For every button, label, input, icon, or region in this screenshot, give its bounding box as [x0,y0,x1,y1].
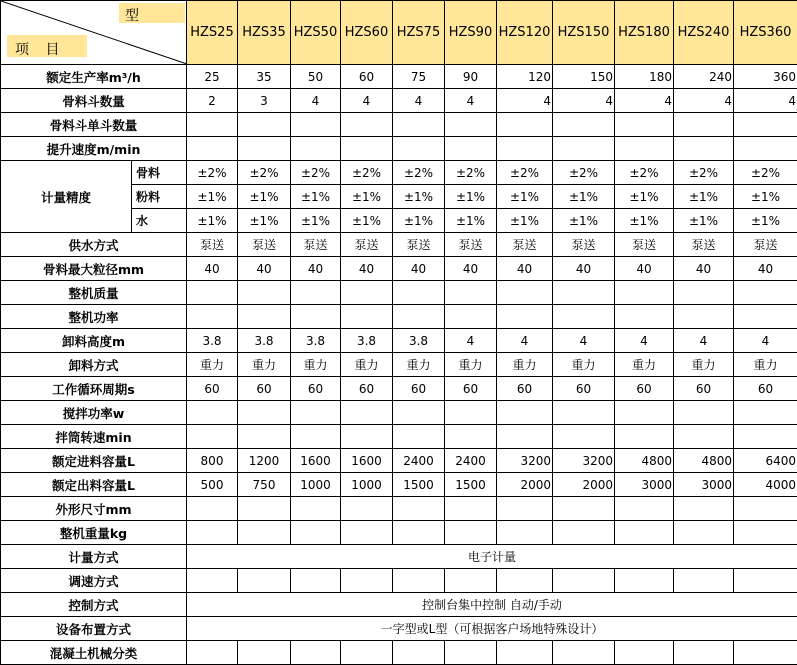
table-row [1,545,797,569]
value-cell: 重力 [615,353,674,377]
value-cell: 3000 [615,473,674,497]
value-cell [393,401,445,425]
value-cell [341,521,393,545]
value-cell: 40 [553,257,615,281]
value-cell [553,281,615,305]
value-cell: 60 [615,377,674,401]
value-cell: 4 [497,329,553,353]
type-label: 型 [125,5,139,25]
model-header: HZS120 [497,1,553,65]
value-cell [445,425,497,449]
table-row [1,353,797,377]
value-cell: ±1% [341,209,393,233]
value-cell [187,521,238,545]
row-label: 计量方式 [1,545,187,569]
row-label: 卸料方式 [1,353,187,377]
value-cell: ±1% [238,185,291,209]
value-cell: 3.8 [238,329,291,353]
value-cell: 泵送 [341,233,393,257]
value-cell [187,305,238,329]
value-cell [238,305,291,329]
value-cell: 25 [187,65,238,89]
value-cell [615,521,674,545]
value-cell: 4 [445,329,497,353]
row-label: 控制方式 [1,593,187,617]
value-cell [615,425,674,449]
row-label: 外形尺寸mm [1,497,187,521]
value-cell [553,425,615,449]
value-cell [553,521,615,545]
table-row [1,401,797,425]
row-label: 工作循环周期s [1,377,187,401]
value-cell [291,281,341,305]
value-cell [497,281,553,305]
value-cell [445,305,497,329]
value-cell: 重力 [674,353,734,377]
value-cell: ±2% [445,161,497,185]
value-cell: 2000 [497,473,553,497]
value-cell: 重力 [497,353,553,377]
value-cell: 500 [187,473,238,497]
value-cell: ±1% [553,209,615,233]
corner-cell [1,1,187,65]
merged-value: 一字型或L型（可根据客户场地特殊设计） [187,617,797,641]
value-cell [497,305,553,329]
row-label: 调速方式 [1,569,187,593]
value-cell: 40 [615,257,674,281]
value-cell [238,569,291,593]
value-cell [238,113,291,137]
value-cell [615,113,674,137]
value-cell [341,281,393,305]
value-cell [734,569,797,593]
value-cell: ±1% [734,185,797,209]
value-cell [674,137,734,161]
value-cell: ±1% [497,185,553,209]
value-cell [615,401,674,425]
value-cell [238,137,291,161]
row-label: 骨料最大粒径mm [1,257,187,281]
value-cell: 泵送 [615,233,674,257]
value-cell: 360 [734,65,797,89]
value-cell: 重力 [553,353,615,377]
model-header: HZS90 [445,1,497,65]
table-row [1,593,797,617]
value-cell [393,113,445,137]
value-cell [393,497,445,521]
table-row [1,473,797,497]
value-cell [497,425,553,449]
value-cell [674,401,734,425]
value-cell [238,425,291,449]
value-cell: 60 [238,377,291,401]
model-header: HZS60 [341,1,393,65]
table-row [1,281,797,305]
value-cell [187,425,238,449]
value-cell: 4 [674,329,734,353]
value-cell: ±1% [674,209,734,233]
value-cell: 2400 [445,449,497,473]
value-cell: 40 [674,257,734,281]
row-label: 供水方式 [1,233,187,257]
value-cell: 1500 [393,473,445,497]
value-cell: 40 [497,257,553,281]
value-cell: 60 [393,377,445,401]
value-cell: 1500 [445,473,497,497]
value-cell: 重力 [341,353,393,377]
value-cell [553,569,615,593]
value-cell: 4 [291,89,341,113]
value-cell [615,497,674,521]
value-cell: 3000 [674,473,734,497]
value-cell [734,281,797,305]
value-cell: ±2% [553,161,615,185]
value-cell [734,497,797,521]
value-cell: ±2% [291,161,341,185]
table-row [1,257,797,281]
row-label: 设备布置方式 [1,617,187,641]
precision-sublabel: 粉料 [132,185,187,209]
model-header: HZS50 [291,1,341,65]
value-cell: 60 [187,377,238,401]
value-cell: ±2% [734,161,797,185]
value-cell [497,137,553,161]
value-cell: 150 [553,65,615,89]
item-label: 项 目 [15,39,65,59]
value-cell: 泵送 [445,233,497,257]
value-cell: 4 [497,89,553,113]
model-header: HZS35 [238,1,291,65]
value-cell: ±1% [187,209,238,233]
row-label: 拌筒转速min [1,425,187,449]
value-cell: ±1% [291,185,341,209]
value-cell: 3.8 [393,329,445,353]
value-cell: 240 [674,65,734,89]
value-cell: ±1% [674,185,734,209]
value-cell [291,425,341,449]
value-cell: 40 [238,257,291,281]
value-cell: 泵送 [187,233,238,257]
value-cell [674,281,734,305]
value-cell [674,305,734,329]
value-cell: ±2% [238,161,291,185]
value-cell [615,137,674,161]
value-cell [445,137,497,161]
model-header: HZS150 [553,1,615,65]
row-label: 额定进料容量L [1,449,187,473]
value-cell [553,113,615,137]
value-cell: ±2% [615,161,674,185]
value-cell [341,305,393,329]
value-cell [341,497,393,521]
merged-value: 控制台集中控制 自动/手动 [187,593,797,617]
table-row [1,305,797,329]
merged-value: 电子计量 [187,545,797,569]
value-cell: 60 [553,377,615,401]
value-cell: 3 [238,89,291,113]
model-header: HZS75 [393,1,445,65]
row-label: 提升速度m/min [1,137,187,161]
value-cell: 40 [734,257,797,281]
value-cell: 泵送 [734,233,797,257]
table-row [1,377,797,401]
value-cell [291,569,341,593]
value-cell [553,137,615,161]
value-cell: 泵送 [291,233,341,257]
row-label: 混凝土机械分类 [1,641,187,665]
value-cell [445,113,497,137]
value-cell: ±2% [497,161,553,185]
value-cell: 60 [445,377,497,401]
value-cell: 90 [445,65,497,89]
value-cell [291,137,341,161]
table-row [1,497,797,521]
value-cell [615,569,674,593]
precision-sublabel: 水 [132,209,187,233]
row-label: 整机质量 [1,281,187,305]
value-cell: 4 [734,329,797,353]
value-cell [238,401,291,425]
value-cell: ±2% [341,161,393,185]
value-cell: 4 [553,329,615,353]
value-cell [291,497,341,521]
value-cell [187,137,238,161]
value-cell: 180 [615,65,674,89]
value-cell: ±1% [187,185,238,209]
row-label: 整机功率 [1,305,187,329]
table-row [1,89,797,113]
table-row [1,425,797,449]
value-cell [393,521,445,545]
table-row [1,569,797,593]
value-cell [341,569,393,593]
value-cell: 4 [674,89,734,113]
value-cell: 60 [291,377,341,401]
value-cell [187,497,238,521]
value-cell [445,401,497,425]
value-cell: ±1% [238,209,291,233]
value-cell [445,569,497,593]
value-cell: ±2% [393,161,445,185]
value-cell: ±1% [291,209,341,233]
value-cell: 40 [187,257,238,281]
value-cell [291,401,341,425]
row-label: 骨料斗单斗数量 [1,113,187,137]
value-cell: 泵送 [674,233,734,257]
value-cell [497,521,553,545]
value-cell: 4 [341,89,393,113]
model-header: HZS360 [734,1,797,65]
value-cell [497,113,553,137]
value-cell: 3200 [553,449,615,473]
value-cell: 4 [445,89,497,113]
value-cell: 2000 [553,473,615,497]
value-cell: 6400 [734,449,797,473]
value-cell [393,569,445,593]
value-cell: 40 [341,257,393,281]
value-cell [291,305,341,329]
value-cell [553,497,615,521]
value-cell: 4000 [734,473,797,497]
value-cell [734,305,797,329]
table-row [1,329,797,353]
value-cell [674,569,734,593]
value-cell: 75 [393,65,445,89]
value-cell: 750 [238,473,291,497]
value-cell: ±1% [734,209,797,233]
value-cell [187,401,238,425]
table-row [1,617,797,641]
value-cell: ±1% [341,185,393,209]
value-cell: ±1% [445,185,497,209]
table-row [1,65,797,89]
value-cell: 4 [553,89,615,113]
value-cell [553,401,615,425]
value-cell: 60 [341,65,393,89]
model-header: HZS180 [615,1,674,65]
value-cell [445,281,497,305]
value-cell [238,497,291,521]
value-cell: ±1% [553,185,615,209]
value-cell: 4800 [615,449,674,473]
table-body [1,65,797,665]
value-cell: 2 [187,89,238,113]
value-cell [393,425,445,449]
value-cell: 泵送 [238,233,291,257]
value-cell [187,569,238,593]
value-cell [341,401,393,425]
value-cell [445,497,497,521]
table-row [1,521,797,545]
value-cell: 4 [393,89,445,113]
value-cell: ±2% [187,161,238,185]
value-cell [341,137,393,161]
value-cell: 60 [341,377,393,401]
value-cell: 60 [674,377,734,401]
value-cell [734,521,797,545]
value-cell: 重力 [291,353,341,377]
value-cell [291,113,341,137]
value-cell [615,305,674,329]
value-cell: ±1% [393,185,445,209]
value-cell: ±1% [393,209,445,233]
value-cell: 1000 [291,473,341,497]
row-label: 卸料高度m [1,329,187,353]
value-cell: 35 [238,65,291,89]
value-cell: 1600 [341,449,393,473]
value-cell [674,497,734,521]
value-cell: ±1% [615,209,674,233]
value-cell [238,281,291,305]
value-cell [497,497,553,521]
value-cell [674,521,734,545]
value-cell: 60 [497,377,553,401]
value-cell: 120 [497,65,553,89]
row-label: 搅拌功率w [1,401,187,425]
value-cell [393,281,445,305]
value-cell: 泵送 [553,233,615,257]
table-row [1,113,797,137]
table-row [1,137,797,161]
value-cell [497,401,553,425]
value-cell [291,521,341,545]
value-cell: 2400 [393,449,445,473]
value-cell [734,113,797,137]
value-cell: 泵送 [497,233,553,257]
row-label: 额定生产率m³/h [1,65,187,89]
value-cell: 3.8 [341,329,393,353]
row-label: 额定出料容量L [1,473,187,497]
value-cell [341,425,393,449]
value-cell [734,425,797,449]
value-cell [187,281,238,305]
value-cell [734,401,797,425]
value-cell: 1000 [341,473,393,497]
model-header: HZS240 [674,1,734,65]
value-cell: 重力 [445,353,497,377]
table-row [1,233,797,257]
value-cell: 3200 [497,449,553,473]
value-cell: 50 [291,65,341,89]
value-cell: 重力 [238,353,291,377]
table-row [1,449,797,473]
value-cell: 泵送 [393,233,445,257]
value-cell [393,137,445,161]
value-cell: 40 [445,257,497,281]
value-cell [553,305,615,329]
value-cell: 3.8 [187,329,238,353]
value-cell: 4800 [674,449,734,473]
value-cell: ±1% [615,185,674,209]
value-cell: 4 [615,329,674,353]
table-row [1,161,797,185]
value-cell: 3.8 [291,329,341,353]
precision-sublabel: 骨料 [132,161,187,185]
value-cell: 4 [734,89,797,113]
precision-label: 计量精度 [1,161,132,233]
value-cell: 40 [393,257,445,281]
value-cell [445,521,497,545]
row-label: 骨料斗数量 [1,89,187,113]
value-cell [187,113,238,137]
value-cell [674,425,734,449]
value-cell: ±1% [497,209,553,233]
value-cell [734,137,797,161]
value-cell [393,305,445,329]
value-cell: 重力 [187,353,238,377]
model-header: HZS25 [187,1,238,65]
value-cell [674,113,734,137]
value-cell: 40 [291,257,341,281]
value-cell: 4 [615,89,674,113]
value-cell: 1200 [238,449,291,473]
value-cell [341,113,393,137]
value-cell [615,281,674,305]
value-cell: 重力 [393,353,445,377]
value-cell [497,569,553,593]
value-cell: 1600 [291,449,341,473]
value-cell: 60 [734,377,797,401]
value-cell: 800 [187,449,238,473]
value-cell: ±1% [445,209,497,233]
header-row [1,1,797,65]
value-cell [238,521,291,545]
row-label: 整机重量kg [1,521,187,545]
value-cell: 重力 [734,353,797,377]
value-cell: ±2% [674,161,734,185]
